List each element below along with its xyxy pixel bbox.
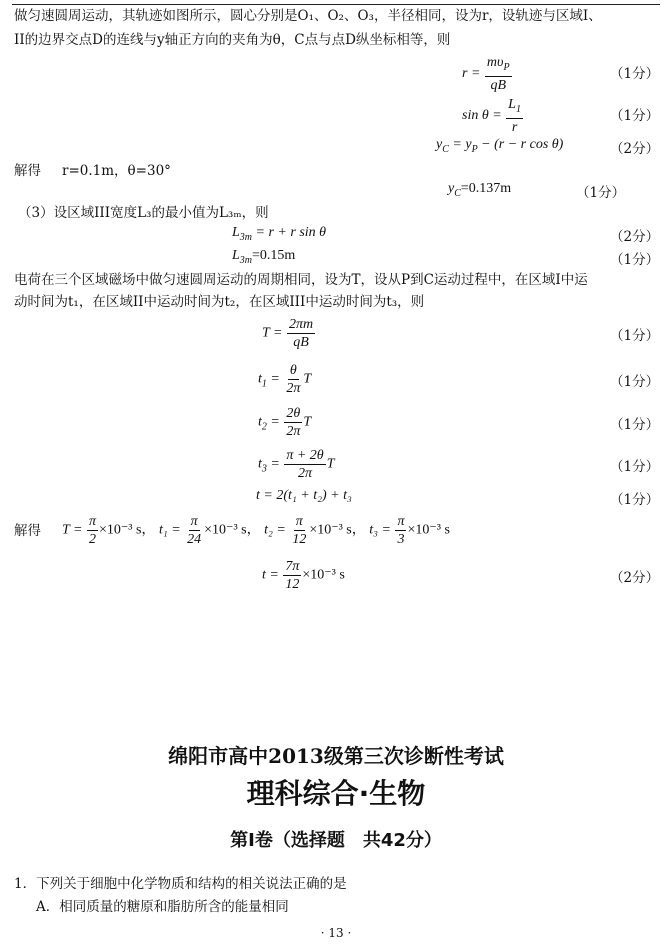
section-title: 第I卷（选择题 共42分） xyxy=(230,830,442,851)
equation-radius: r = $\frac{m\upsilon_P}{qB}$ xyxy=(462,55,510,93)
equation-t2: $t_2$ = $\frac{2\theta}{2\pi}$ T xyxy=(258,406,312,439)
solution-values: r=0.1m，θ=30° xyxy=(62,163,171,179)
equation-t1: $t_1$ = $\frac{\theta}{2\pi}$ T xyxy=(258,363,312,396)
score: （2分） xyxy=(610,141,660,157)
equation-yc-value: $y_C=0.137m$ xyxy=(448,181,512,199)
equation-l3m-value: $L_{3m}=0.15m$ xyxy=(232,248,296,266)
equation-total-time-value: t = $\frac{7\pi}{12}$ ×10⁻³ s xyxy=(262,559,345,592)
equation-period: T = $\frac{2\pi m}{qB}$ xyxy=(262,317,314,350)
score: （2分） xyxy=(610,570,660,586)
solution-times: T = $\frac{\pi}{2}$ ×10⁻³ s， t₁ = $\frac{\pi}{24}$ ×10⁻³ s， t₂ = $\frac{\pi}{12}$ ×10⁻³ s， t₃ = $\frac{\pi}{3}$ ×10⁻³ s xyxy=(62,514,450,547)
solution-label: 解得 xyxy=(14,163,41,179)
score: （1分） xyxy=(610,252,660,268)
score: （1分） xyxy=(610,459,660,475)
paragraph-period-line-2: 动时间为t₁，在区域II中运动时间为t₂，在区域III中运动时间为t₃，则 xyxy=(14,294,425,310)
score: （1分） xyxy=(610,492,660,508)
equation-yc: $y_C = y_P - (r - r$ cos θ) xyxy=(436,137,564,155)
score: （1分） xyxy=(610,108,660,124)
score: （2分） xyxy=(610,229,660,245)
solution-label: 解得 xyxy=(14,523,41,539)
intro-line-1: 做匀速圆周运动，其轨迹如图所示，圆心分别是O₁、O₂、O₃，半径相同，设为r，设轨迹与区域I、 xyxy=(14,8,602,24)
score: （1分） xyxy=(610,328,660,344)
part3-line: （3）设区域III宽度L₃的最小值为L₃ₘ，则 xyxy=(18,205,269,221)
score: （1分） xyxy=(610,417,660,433)
subject-title: 理科综合·生物 xyxy=(246,777,426,810)
question-1: 1．下列关于细胞中化学物质和结构的相关说法正确的是 xyxy=(14,876,347,892)
paragraph-period-line-1: 电荷在三个区域磁场中做匀速圆周运动的周期相同，设为T，设从P到C运动过程中，在区域I中运 xyxy=(14,272,588,288)
question-1-option-a: A．相同质量的糖原和脂肪所含的能量相同 xyxy=(36,899,289,915)
score: （1分） xyxy=(610,66,660,82)
intro-line-2: II的边界交点D的连线与y轴正方向的夹角为θ，C点与点D纵坐标相等，则 xyxy=(14,32,451,48)
equation-total-time: t = 2(t₁ + t₂) + t₃ xyxy=(256,488,352,503)
score: （1分） xyxy=(576,185,626,201)
exam-title: 绵阳市高中2013级第三次诊断性考试 xyxy=(168,744,504,768)
score: （1分） xyxy=(610,374,660,390)
equation-l3m: $L_{3m} = r + r$ sin θ xyxy=(232,225,327,243)
page-number: · 13 · xyxy=(320,926,352,940)
equation-sin-theta: sin θ = $\frac{L_1}{r}$ xyxy=(462,97,521,135)
equation-t3: $t_3$ = $\frac{\pi + 2\theta}{2\pi}$ T xyxy=(258,448,335,481)
